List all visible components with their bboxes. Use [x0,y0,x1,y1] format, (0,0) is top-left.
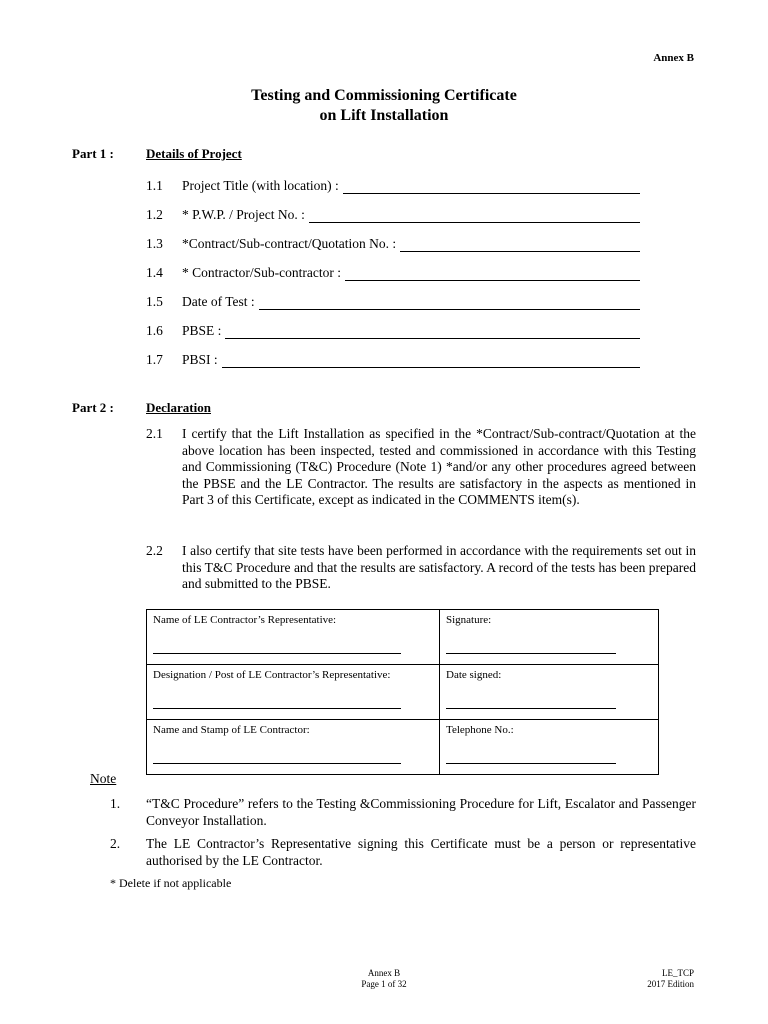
footer-center [334,968,434,990]
table-row [147,720,659,775]
note-text: “T&C Procedure” refers to the Testing &Commissioning Procedure for Lift, Escalator and Passenger Conveyor Installation. [146,796,696,828]
footer-annex: Annex B [367,968,401,978]
cell-label: Name and Stamp of LE Contractor: [153,724,310,736]
paragraph-text: I also certify that site tests have been performed in accordance with the requirements set out in this T&C Procedure and that the results are satisfactory. A record of the tests has been prepared and submitted to the PBSE. [182,543,696,591]
date-signed-cell[interactable] [440,665,659,720]
declaration-paragraph-2-1 [146,426,696,509]
field-label: Project Title (with location) : [182,178,339,193]
field-row-1-1 [146,176,640,194]
field-number: 1.5 [146,294,163,309]
annex-label: Annex B [653,52,694,64]
note-heading: Note [90,771,117,786]
footer-right [647,968,694,990]
cell-label: Signature: [446,614,492,626]
contractor-field[interactable] [345,266,640,281]
edition: 2017 Edition [647,979,694,989]
table-row [147,665,659,720]
representative-name-line[interactable] [153,653,401,654]
paragraph-number: 2.2 [146,543,163,558]
part1-heading: Details of Project [146,146,242,161]
field-number: 1.4 [146,265,163,280]
cell-label: Date signed: [446,669,502,681]
field-label: * P.W.P. / Project No. : [182,207,305,222]
field-row-1-2 [146,205,640,223]
field-row-1-5 [146,292,640,310]
page-number: Page 1 of 32 [361,979,407,989]
note-text: The LE Contractor’s Representative signing this Certificate must be a person or representative authorised by the LE Contractor. [146,836,696,868]
field-row-1-4 [146,263,640,281]
contractor-stamp-cell[interactable] [147,720,440,775]
representative-name-cell[interactable] [147,610,440,665]
cell-label: Name of LE Contractor’s Representative: [153,614,337,626]
title-line-1: Testing and Commissioning Certificate [251,87,517,104]
field-row-1-6 [146,321,640,339]
part2-label: Part 2 : [72,400,114,415]
signature-cell[interactable] [440,610,659,665]
field-number: 1.7 [146,352,163,367]
signature-line[interactable] [446,653,616,654]
cell-label: Designation / Post of LE Contractor’s Representative: [153,669,391,681]
telephone-cell[interactable] [440,720,659,775]
table-row [147,610,659,665]
title-line-2: on Lift Installation [319,107,449,124]
document-title [0,86,768,126]
project-title-field[interactable] [343,179,640,194]
delete-note: * Delete if not applicable [110,876,232,890]
part1-label: Part 1 : [72,146,114,161]
note-number: 2. [110,836,121,851]
designation-cell[interactable] [147,665,440,720]
designation-line[interactable] [153,708,401,709]
field-label: Date of Test : [182,294,255,309]
pbsi-field[interactable] [222,353,640,368]
note-item-2 [110,836,696,869]
field-row-1-3 [146,234,640,252]
document-code: LE_TCP [661,968,694,978]
cell-label: Telephone No.: [446,724,514,736]
signature-table [146,609,659,775]
field-number: 1.3 [146,236,163,251]
field-number: 1.1 [146,178,163,193]
note-item-1 [110,796,696,829]
field-row-1-7 [146,350,640,368]
contract-number-field[interactable] [400,237,640,252]
declaration-paragraph-2-2 [146,543,696,593]
field-number: 1.6 [146,323,163,338]
field-number: 1.2 [146,207,163,222]
note-number: 1. [110,796,121,811]
field-label: *Contract/Sub-contract/Quotation No. : [182,236,397,251]
paragraph-number: 2.1 [146,426,163,441]
field-label: PBSI : [182,352,218,367]
project-number-field[interactable] [309,208,640,223]
date-of-test-field[interactable] [259,295,640,310]
paragraph-text: I certify that the Lift Installation as specified in the *Contract/Sub-contract/Quotation at the above location has been inspected, tested and commissioned in accordance with this Testing and Commissioning (T&C) Procedure (Note 1) *and/or any other procedures agreed between the PBSE and the LE Contractor. The results are satisfactory in the aspects as mentioned in Part 3 of this Certificate, except as indicated in the COMMENTS item(s). [182,426,696,507]
part2-heading: Declaration [146,400,211,415]
date-signed-line[interactable] [446,708,616,709]
pbse-field[interactable] [225,324,640,339]
field-label: PBSE : [182,323,222,338]
contractor-stamp-line[interactable] [153,763,401,764]
telephone-line[interactable] [446,763,616,764]
field-label: * Contractor/Sub-contractor : [182,265,341,280]
